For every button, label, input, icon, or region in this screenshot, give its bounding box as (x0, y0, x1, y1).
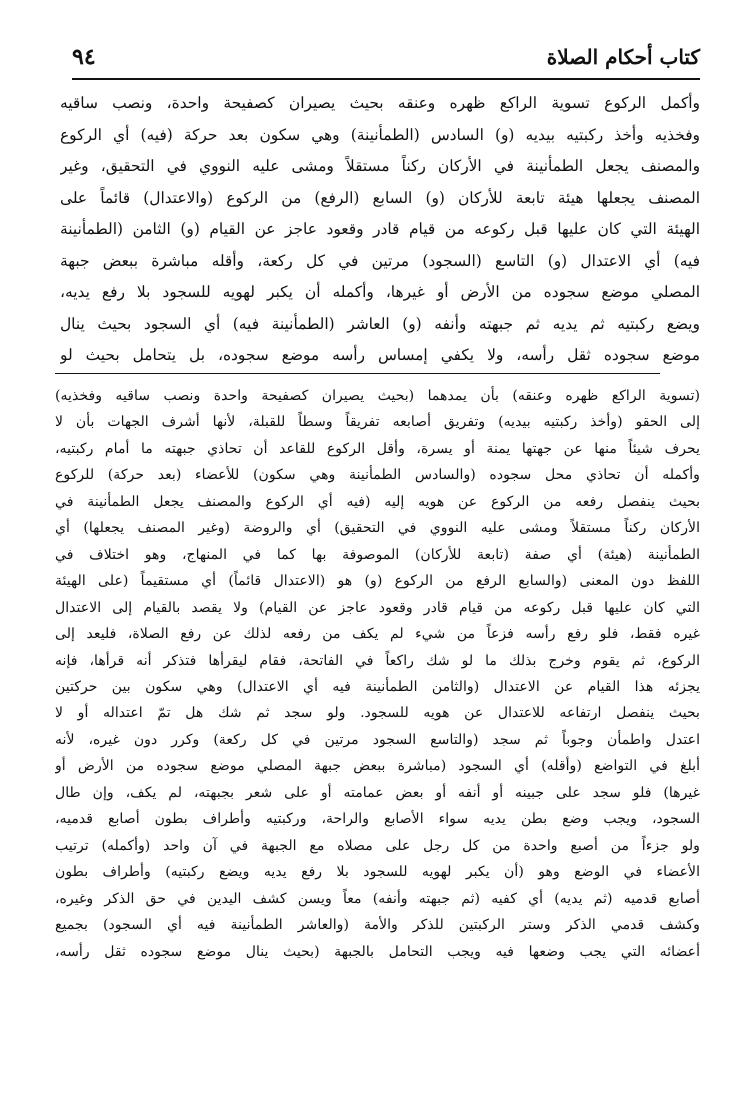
commentary-line: وكشف قدمي الذكر وستر الركبتين للذكر والأمة (والعاشر الطمأنينة فيه أي السجود) بجميع (55, 917, 700, 934)
commentary-line: أبلغ في التواضع (وأقله) أي السجود (مباشرة ببعض جبهة المصلي موضع سجوده من الأرض أو (55, 758, 700, 775)
commentary-line: السجود، ويجب وضع بطن يديه سواء الأصابع والراحة، وركبتيه وأطراف بطون أصابع قدميه، (55, 811, 700, 828)
commentary-text (55, 383, 700, 965)
main-text-line: موضع سجوده ثقل رأسه، ولا يكفي إمساس رأسه موضع سجوده، بل يتحامل بحيث لو (60, 346, 700, 364)
main-text-line: فيه) أي الاعتدال (و) التاسع (السجود) مرتين في كل ركعة، وأقله مباشرة ببعض جبهة (60, 251, 700, 270)
page-number: ٩٤ (72, 44, 96, 70)
commentary-line: (تسوية الراكع ظهره وعنقه) بأن يمدهما (بحيث يصيران كصفيحة واحدة ونصب ساقيه وفخذيه) (55, 388, 700, 404)
main-text-line: المصنف يجعلها هيئة تابعة للأركان (و) السابع (الرفع) من الركوع (والاعتدال) قائماً على (60, 188, 700, 207)
main-text-line: وأكمل الركوع تسوية الراكع ظهره وعنقه بحيث يصيران كصفيحة واحدة، ونصب ساقيه (60, 94, 700, 112)
commentary-line: بحيث ينفصل ارتفاعه للاعتدال عن هويه للسجود. ولو سجد ثم شك هل تمّ اعتداله أو لا (55, 705, 700, 722)
book-title: كتاب أحكام الصلاة (546, 45, 700, 69)
commentary-line: وأكمله أن تحاذي محل سجوده (والسادس الطمأنينة وهي سكون) للأعضاء (بعد حركة) للركوع (55, 467, 700, 484)
commentary-line: يجزئه هذا القيام عن الاعتدال (والثامن الطمأنينة فيه أي الاعتدال) وهي سكون بين حركتين (55, 678, 700, 695)
section-divider (55, 373, 660, 374)
commentary-line: الطمأنينة (هيئة) أي صفة (تابعة للأركان) الموصوفة بها كما في المنهاج، وهو اختلاف في (55, 546, 700, 563)
commentary-line: أصابع قدميه (ثم يديه) أي كفيه (ثم جبهته وأنفه) معاً ويسن كشف اليدين في حق الذكر وغيره، (55, 890, 700, 907)
commentary-line: إلى الحقو (وأخذ ركبتيه بيديه) وتفريق أصابعه تفريقاً وسطاً للقبلة، لأنها أشرف الجهات بأن لا (55, 414, 700, 431)
commentary-line: التي كان عليها قبل ركوعه من قيام قادر وقعود عاجز عن القيام) ولا يقصد بالقيام إلى الاعتدال (55, 599, 700, 616)
commentary-line: ولو جزءاً من أصبع واحدة من كل رجل على مصلاه مع الجبهة في آن واحد (وأكمله) ترتيب (55, 837, 700, 854)
main-text-line: المصلي موضع سجوده من الأرض أو غيرها، وأكمله أن يكبر لهويه للسجود بلا رفع يديه، (60, 283, 700, 301)
main-text-line: والمصنف يجعل الطمأنينة في الأركان ركناً مستقلاً ومشى عليه النووي في التحقيق، وغير (60, 157, 700, 175)
page-header (72, 36, 700, 80)
commentary-line: اللفظ دون المعنى (والسابع الرفع من الركوع (و) هو (الاعتدال قائماً) أي مستقيماً (على الهيئة (55, 573, 700, 590)
commentary-line: الأعضاء في الوضع وهو (أن يكبر لهويه للسجود بلا رفع يديه ويضع ركبتيه) وأطراف بطون (55, 864, 700, 881)
commentary-line: الأركان ركناً مستقلاً ومشى عليه النووي في التحقيق) أي والروضة (وغير المصنف يجعلها) أي (55, 520, 700, 537)
commentary-line: غيره فقط، فلو رفع رأسه فزعاً من شيء لم يكف من رفعه لذلك عن رفع الصلاة، فليعد إلى (55, 626, 700, 643)
main-text-line: الهيئة التي كان عليها قبل ركوعه من قيام قادر وقعود عاجز عن القيام (و) الثامن (الطمأنينة (60, 220, 700, 238)
commentary-line: أعضائه التي يجب وضعها فيه ويجب التحامل بالجبهة (بحيث ينال موضع سجوده ثقل رأسه، (55, 943, 700, 960)
main-text-line: ويضع ركبتيه ثم يديه ثم جبهته وأنفه (و) العاشر (الطمأنينة فيه) أي السجود بحيث ينال (60, 314, 700, 333)
main-text (60, 88, 700, 372)
commentary-line: بحيث ينفصل رفعه من الركوع عن هويه إليه (فيه أي الركوع والمصنف يجعل الطمأنينة في (55, 493, 700, 510)
commentary-line: الركوع، ثم يقوم وخرج بذلك ما لو شك راكعاً في الفاتحة، فقام ليقرأها فتذكر أنه قرأها، فإنه (55, 652, 700, 669)
commentary-line: غيرها) فلو سجد على جبينه أو أنفه أو بعض عمامته أو على شعر بجبهته، لم يكف، وإن طال (55, 784, 700, 801)
commentary-line: اعتدل واطمأن وجوباً ثم سجد (والتاسع السجود مرتين في كل ركعة) وكرر دون غيره، لأنه (55, 731, 700, 748)
main-text-line: وفخذيه وأخذ ركبتيه بيديه (و) السادس (الطمأنينة) وهي سكون بعد حركة (فيه) أي الركوع (60, 125, 700, 144)
commentary-line: يحرف شيئاً منها عن جهتها يمنة أو يسرة، وأقل الركوع للقاعد أن تحاذي جبهته ما أمام ركبتيه، (55, 440, 700, 457)
